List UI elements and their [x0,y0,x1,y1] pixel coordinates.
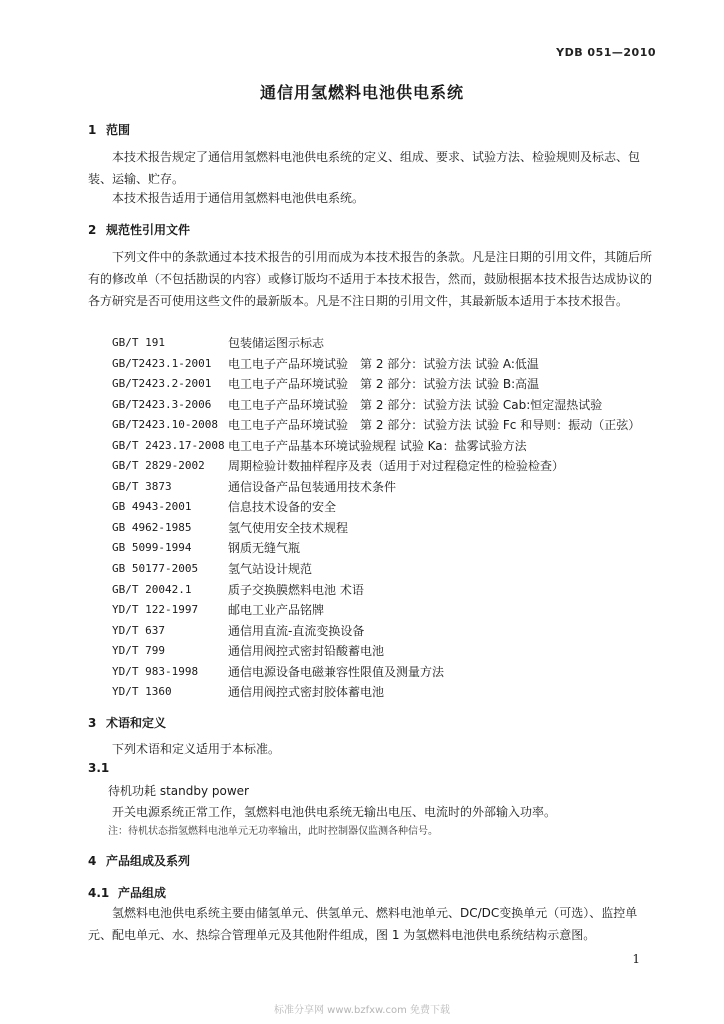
reference-code: GB/T 3873 [112,479,172,493]
section-4-paragraph: 氢燃料电池供电系统主要由储氢单元、供氢单元、燃料电池单元、DC/DC变换单元（可选）、监控单元、配电单元、水、热综合管理单元及其他附件组成，图 1 为氢燃料电池供电系统结构示意图。 [88,906,638,942]
section-4-heading [88,852,190,869]
reference-title: 信息技术设备的安全 [228,500,337,515]
reference-item [112,497,640,518]
reference-title: 周期检验计数抽样程序及表（适用于对过程稳定性的检验检查） [228,459,565,474]
reference-title: 通信用阀控式密封胶体蓄电池 [228,685,385,700]
reference-item [112,538,640,559]
term-definition: 开关电源系统正常工作，氢燃料电池供电系统无输出电压、电流时的外部输入功率。 [112,805,557,819]
reference-item [112,354,640,375]
reference-title: 包装储运图示标志 [228,336,325,350]
reference-title: 电工电子产品环境试验 第 2 部分：试验方法 试验 Cab:恒定湿热试验 [228,397,603,412]
reference-item [112,621,640,642]
reference-code: GB/T 191 [112,336,165,349]
reference-item [112,415,640,436]
reference-title: 氢气站设计规范 [228,562,313,577]
reference-list [112,333,640,703]
section-number: 1 [88,123,97,137]
reference-item [112,682,640,703]
section-number: 3 [88,716,97,730]
section-3-heading [88,714,166,731]
reference-title: 质子交换膜燃料电池 术语 [228,582,364,597]
section-number: 2 [88,223,97,237]
section-3-paragraph: 下列术语和定义适用于本标准。 [112,742,281,756]
reference-code: GB 50177-2005 [112,562,199,576]
reference-code: GB/T 2829-2002 [112,459,205,473]
section-1-paragraph-2: 本技术报告适用于通信用氢燃料电池供电系统。 [112,191,365,205]
section-title: 范围 [106,123,131,137]
reference-code: GB/T2423.3-2006 [112,397,212,411]
reference-item [112,477,640,498]
reference-code: YD/T 799 [112,644,165,658]
reference-item [112,600,640,621]
subsection-number: 3.1 [88,761,110,775]
reference-code: YD/T 122-1997 [112,603,199,617]
reference-title: 通信用直流-直流变换设备 [228,623,365,638]
section-1-heading [88,121,130,138]
reference-title: 通信设备产品包装通用技术条件 [228,479,397,494]
section-title: 术语和定义 [106,716,167,730]
reference-title: 电工电子产品基本环境试验规程 试验 Ka：盐雾试验方法 [228,438,527,453]
reference-code: GB 4962-1985 [112,520,192,534]
reference-code: YD/T 983-1998 [112,664,199,678]
document-title: 通信用氢燃料电池供电系统 [259,83,464,102]
note: 注：待机状态指氢燃料电池单元无功率输出，此时控制器仅监测各种信号。 [108,826,438,837]
reference-code: GB/T2423.1-2001 [112,356,212,370]
reference-title: 通信用阀控式密封铅酸蓄电池 [228,644,385,659]
watermark: 标准分享网 www.bzfxw.com 免费下载 [274,1005,450,1016]
reference-title: 氢气使用安全技术规程 [228,520,349,535]
reference-title: 钢质无缝气瓶 [228,541,301,556]
reference-item [112,662,640,683]
page-number: 1 [632,952,640,966]
reference-item [112,436,640,457]
reference-title: 电工电子产品环境试验 第 2 部分：试验方法 试验 B:高温 [228,377,540,392]
subsection-4-1-heading [88,884,166,901]
reference-item [112,456,640,477]
reference-code: YD/T 1360 [112,685,172,699]
section-number: 4 [88,854,97,868]
subsection-title: 产品组成 [118,886,167,900]
reference-code: GB 5099-1994 [112,541,192,555]
reference-item [112,333,640,354]
reference-item [112,518,640,539]
section-title: 产品组成及系列 [106,854,191,868]
reference-code: GB/T2423.10-2008 [112,418,218,432]
reference-code: GB/T 20042.1 [112,582,192,596]
reference-code: GB/T 2423.17-2008 [112,438,225,452]
section-2-paragraph: 下列文件中的条款通过本技术报告的引用而成为本技术报告的条款。凡是注日期的引用文件，其随后所有的修改单（不包括勘误的内容）或修订版均不适用于本技术报告，然而，鼓励根据本技术报告达成协议的各方研究是否可使用这些文件的最新版本。凡是不注日期的引用文件，其最新版本适用于本技术报告。 [88,250,653,308]
reference-item [112,580,640,601]
reference-title: 邮电工业产品铭牌 [228,603,325,618]
subsection-number: 4.1 [88,886,110,900]
reference-code: GB/T2423.2-2001 [112,377,212,391]
reference-code: GB 4943-2001 [112,500,192,514]
reference-item [112,395,640,416]
section-2-heading [88,221,190,238]
reference-item [112,559,640,580]
reference-item [112,374,640,395]
term-title: 待机功耗 standby power [108,784,249,798]
standard-number: YDB 051—2010 [556,46,656,59]
reference-title: 通信电源设备电磁兼容性限值及测量方法 [228,664,445,679]
reference-item [112,641,640,662]
reference-title: 电工电子产品环境试验 第 2 部分：试验方法 试验 A:低温 [228,356,539,371]
section-title: 规范性引用文件 [106,223,191,237]
section-1-paragraph-1: 本技术报告规定了通信用氢燃料电池供电系统的定义、组成、要求、试验方法、检验规则及标志、包装、运输、贮存。 [88,150,641,186]
reference-code: YD/T 637 [112,623,165,637]
reference-title: 电工电子产品环境试验 第 2 部分：试验方法 试验 Fc 和导则：振动（正弦） [228,418,641,433]
